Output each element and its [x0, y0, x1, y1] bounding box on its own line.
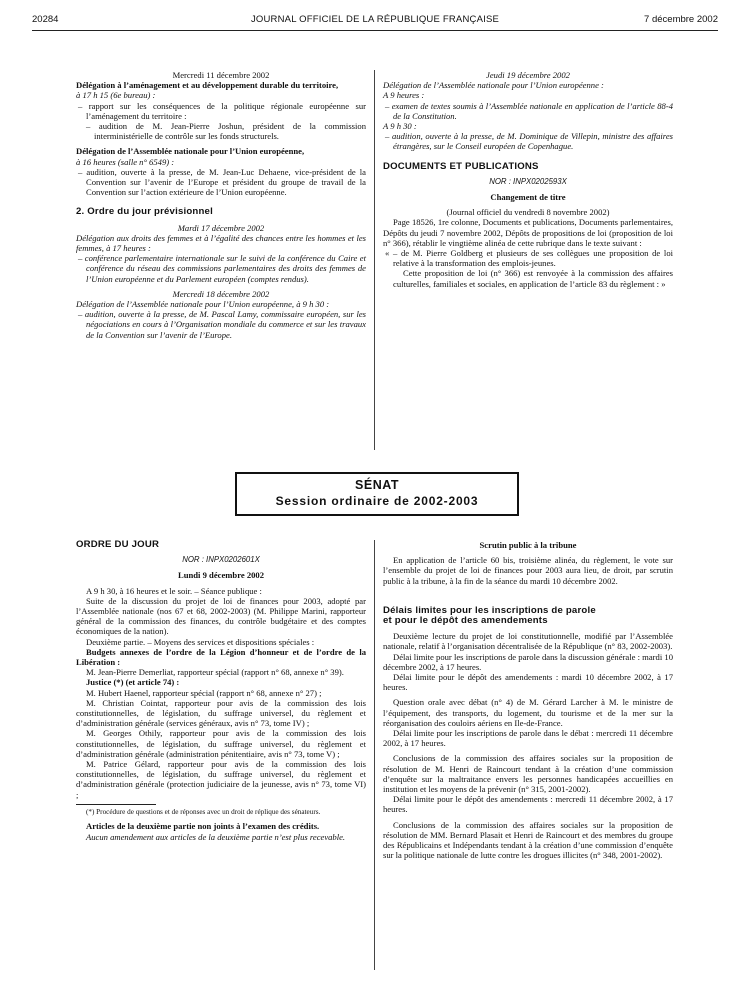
body-paragraph: M. Hubert Haenel, rapporteur spécial (rapport n° 68, annexe n° 27) ;	[86, 687, 322, 698]
column-divider	[374, 70, 375, 450]
body-paragraph: Question orale avec débat (n° 4) de M. Gérard Larcher à M. le ministre de l’équipement, des transports, du logement, du tourisme et de la mer sur la réorganisation des couloirs aériens en Ile-de-France.	[383, 697, 673, 728]
date-heading: Mardi 17 décembre 2002	[177, 222, 265, 233]
senat-title: SÉNAT	[355, 478, 399, 492]
page-number: 20284	[32, 14, 59, 25]
footnote: (*) Procédure de questions et de réponses avec un droit de réplique des sénateurs.	[86, 807, 321, 816]
agenda-item: – audition, ouverte à la presse, de M. Dominique de Villepin, ministre des affaires étrangères, sur le Conseil européen de Copenhague.	[385, 131, 673, 152]
session-title: Session ordinaire de 2002-2003	[275, 494, 479, 508]
column-assemblee-right	[383, 70, 673, 289]
column-assemblee-left	[76, 70, 366, 340]
body-paragraph: Délai limite pour les inscriptions de parole dans le débat : mercredi 11 décembre 2002, à 17 heures.	[383, 728, 673, 749]
body-paragraph: Deuxième lecture du projet de loi constitutionnelle, modifié par l’Assemblée nationale, relatif à l’organisation décentralisée de la République (n° 83, 2002-2003).	[383, 631, 673, 652]
subsection-title: Changement de titre	[490, 192, 566, 203]
section-title: DOCUMENTS ET PUBLICATIONS	[383, 160, 539, 172]
header-rule	[32, 30, 718, 31]
date-heading: Lundi 9 décembre 2002	[177, 570, 265, 581]
quoted-text: Cette proposition de loi (n° 366) est renvoyée à la commission des affaires culturelles, familiales et sociales, en application de l’article 83 du règlement : »	[393, 268, 673, 289]
body-paragraph: Délai limite pour le dépôt des amendements : mardi 10 décembre 2002, à 17 heures.	[383, 672, 673, 693]
body-paragraph: M. Christian Cointat, rapporteur pour avis de la commission des lois constitutionnelles, de législation, du suffrage universel, du règlement et d’administration générale (services généraux, avis n° 73, tome IV) ;	[76, 697, 366, 729]
body-paragraph: Délai limite pour les inscriptions de parole dans la discussion générale : mardi 10 décembre 2002, à 17 heures.	[383, 651, 673, 672]
column-senat-right	[383, 540, 673, 860]
column-senat-left	[76, 540, 366, 842]
budget-heading: Budgets annexes de l’ordre de la Légion d’honneur et de l’ordre de la Libération :	[76, 646, 366, 668]
delegation-title: Délégation de l’Assemblée nationale pour l’Union européenne :	[383, 80, 604, 91]
body-paragraph: Suite de la discussion du projet de loi de finances pour 2003, adopté par l’Assemblée nationale (nos 67 et 68, 2002-2003) (M. Philippe Marini, rapporteur général de la commission des finances, du contrôle budgétaire et des comptes économiques de la nation).	[76, 595, 366, 637]
delegation-title: Délégation de l’Assemblée nationale pour l’Union européenne, à 9 h 30 :	[76, 299, 330, 310]
subsection-title: Scrutin public à la tribune	[479, 540, 577, 550]
delegation-time: à 17 h 15 (6e bureau) :	[76, 90, 156, 101]
agenda-subitem: – audition de M. Jean-Pierre Joshun, président de la commission interministérielle de contrôle sur les fonds structurels.	[86, 121, 366, 142]
agenda-item: – rapport sur les conséquences de la politique régionale européenne sur l’aménagement du territoire :	[78, 100, 366, 121]
body-paragraph: A 9 h 30, à 16 heures et le soir. – Séance publique :	[86, 585, 262, 596]
section-title: ORDRE DU JOUR	[76, 539, 160, 550]
delegation-title: Délégation aux droits des femmes et à l’égalité des chances entre les hommes et les femmes, à 17 heures :	[76, 232, 366, 254]
quoted-text: « – de M. Pierre Goldberg et plusieurs de ses collègues une proposition de loi relative à la transformation des emplois-jeunes.	[385, 248, 673, 269]
delegation-time: A 9 heures :	[383, 90, 425, 101]
body-paragraph: Aucun amendement aux articles de la deuxième partie n’est plus recevable.	[86, 831, 346, 842]
date-heading: Mercredi 11 décembre 2002	[172, 70, 270, 80]
body-paragraph: Délai limite pour le dépôt des amendements : mercredi 11 décembre 2002, à 17 heures.	[383, 794, 673, 815]
date-heading: Mercredi 18 décembre 2002	[172, 288, 270, 299]
budget-heading: Justice (*) (et article 74) :	[86, 677, 180, 688]
section-title: et pour le dépôt des amendements	[383, 615, 548, 627]
agenda-item: – conférence parlementaire internationale sur le suivi de la conférence du Caire et conférence du réseau des commissions parlementaires des droits des femmes de l’Union européenne et du Parlement européen (comptes rendus).	[78, 253, 366, 284]
agenda-item: – audition, ouverte à la presse, de M. Pascal Lamy, commissaire européen, sur les négociations en cours à l’Organisation mondiale du commerce et sur les travaux de la Convention sur l’avenir de l’Europe.	[78, 309, 366, 340]
body-paragraph: Conclusions de la commission des affaires sociales sur la proposition de résolution de M. Henri de Raincourt tendant à la création d’une commission d’enquête sur la maltraitance envers les personnes handicapées accueillies en institution et les moyens de la prévenir (n° 315, 2001-2002).	[383, 753, 673, 795]
column-divider	[374, 540, 375, 970]
body-paragraph: Page 18526, 1re colonne, Documents et publications, Documents parlementaires, Dépôts du jeudi 7 novembre 2002, Dépôts de propositions de loi (proposition de loi n° 366), rétablir le vingtième alinéa de cette rubrique dans le texte suivant :	[383, 217, 673, 248]
footnote-rule	[76, 804, 156, 805]
section-title: Délais limites pour les inscriptions de parole	[383, 604, 596, 616]
body-paragraph: Deuxième partie. – Moyens des services et dispositions spéciales :	[86, 636, 315, 647]
body-paragraph: Conclusions de la commission des affaires sociales sur la proposition de résolution de MM. Bernard Plasait et Henri de Raincourt et des membres du groupe des Républicains et Indépendants tendant à la création d’une commission d’enquête sur la politique nationale de lutte contre les drogues illicites (n° 348, 2001-2002).	[383, 819, 673, 861]
delegation-title: Délégation à l’aménagement et au développement durable du territoire,	[76, 80, 339, 91]
body-paragraph: M. Patrice Gélard, rapporteur pour avis de la commission des lois constitutionnelles, de législation, du suffrage universel, du règlement et d’administration générale (protection judiciaire de la jeunesse, avis n° 73, tome VI) ;	[76, 759, 366, 800]
delegation-title: Délégation de l’Assemblée nationale pour l’Union européenne,	[76, 146, 305, 157]
budget-heading: Articles de la deuxième partie non joints à l’examen des crédits.	[86, 821, 320, 832]
nor-reference: NOR : INPX0202601X	[182, 555, 260, 565]
body-paragraph: En application de l’article 60 bis, troisième alinéa, du règlement, le vote sur l’ensemble du projet de loi de finances pour 2003 aura lieu, de droit, par scrutin public à la tribune, à la fin de la séance du mardi 10 décembre 2002.	[383, 555, 673, 586]
page-header	[32, 14, 718, 28]
senat-banner	[235, 472, 519, 516]
delegation-time: A 9 h 30 :	[383, 121, 417, 132]
agenda-item: – audition, ouverte à la presse, de M. Jean-Luc Dehaene, vice-président de la Convention sur l’avenir de l’Europe et président du groupe de travail de la Convention sur l’action extérieure de l’Union européenne.	[78, 166, 366, 198]
journal-reference: (Journal officiel du vendredi 8 novembre 2002)	[446, 207, 610, 218]
body-paragraph: M. Georges Othily, rapporteur pour avis de la commission des lois constitutionnelles, de législation, du suffrage universel, du règlement et d’administration générale (administration pénitentiaire, avis n° 73, tome V) ;	[76, 728, 366, 759]
date-heading: Jeudi 19 décembre 2002	[486, 70, 570, 80]
issue-date: 7 décembre 2002	[644, 14, 718, 25]
journal-title: JOURNAL OFFICIEL DE LA RÉPUBLIQUE FRANÇAISE	[250, 14, 500, 25]
section-title: 2. Ordre du jour prévisionnel	[76, 206, 213, 218]
agenda-item: – examen de textes soumis à l’Assemblée nationale en application de l’article 88-4 de la Constitution.	[385, 100, 673, 121]
nor-reference: NOR : INPX0202593X	[489, 176, 567, 186]
body-paragraph: M. Jean-Pierre Demerliat, rapporteur spécial (rapport n° 68, annexe n° 39).	[86, 667, 344, 678]
delegation-time: à 16 heures (salle n° 6549) :	[76, 156, 175, 167]
